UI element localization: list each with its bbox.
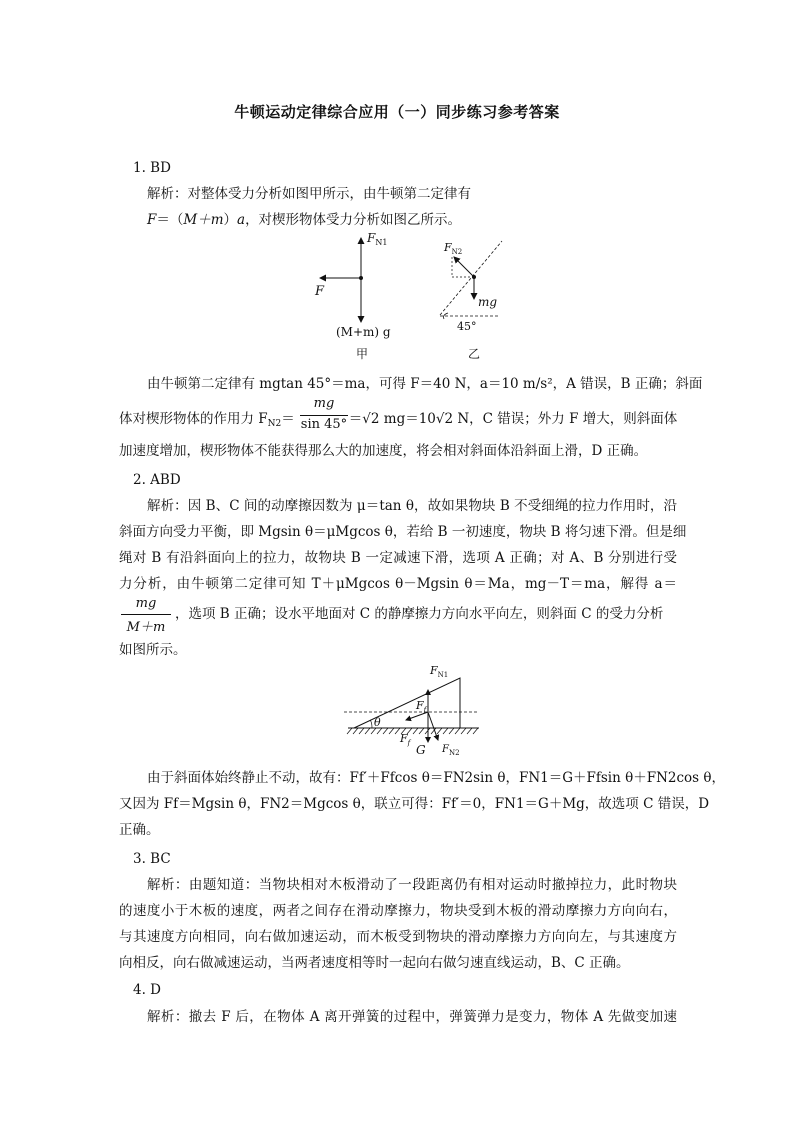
q2-line-6: 如图所示。: [119, 642, 187, 658]
q2-line-8: 又因为 Ff＝Mgsin θ，FN2＝Mgcos θ，联立可得：Ff′＝0，FN1＝G＋Mg，故选项 C 错误，D: [119, 796, 710, 812]
figure-incline: [344, 660, 484, 760]
incline-g-label: G: [416, 743, 426, 757]
q2-frac-bar: [121, 614, 171, 615]
q1-line-2-f: ，对楔形物体受力分析如图乙所示。: [245, 212, 462, 228]
q1-line-4-b: ＝: [281, 411, 295, 427]
f-label: F: [315, 284, 325, 299]
incline-triangle: [354, 678, 460, 728]
q2-line-1: 解析：因 B、C 间的动摩擦因数为 μ＝tan θ，故如果物块 B 不受细绳的拉力作用时，沿: [147, 498, 677, 514]
mg-label: mg: [478, 295, 498, 309]
q1-line-2-a: F: [147, 212, 157, 228]
q1-frac-bar: [300, 415, 348, 416]
q2-line-4: 力分析，由牛顿第二定律可知 T＋μMgcos θ－Mgsin θ＝Ma，mg－T＝ma，解得 a＝: [119, 576, 677, 592]
q1-line-2-d: ）: [223, 212, 237, 228]
fn1-label: $F_{N1}$: [367, 231, 388, 247]
q1-line-2-e: a: [237, 212, 246, 228]
incline-fn1-label: $F_{N1}$: [430, 664, 449, 679]
q2-line-3: 绳对 B 有沿斜面向上的拉力，故物块 B 一定减速下滑，选项 A 正确；对 A、B 分别进行受: [119, 550, 677, 566]
q1-line-4: [119, 410, 677, 433]
gravity-label: (M+m) g: [336, 325, 391, 339]
q1-line-4-c: ＝√2 mg＝10√2 N，C 错误；外力 F 增大，则斜面体: [348, 411, 678, 427]
angle-label: 45°: [457, 320, 477, 333]
figure-jia: [300, 228, 410, 368]
page-title: 牛顿运动定律综合应用（一）同步练习参考答案: [234, 103, 560, 121]
q2-line-5: ，选项 B 正确；设水平地面对 C 的静摩擦力方向水平向左，则斜面 C 的受力分析: [175, 606, 664, 622]
q2-frac-numerator: mg: [135, 596, 157, 611]
fn2-label: $F_{N2}$: [444, 241, 463, 256]
q3-line-4: 向相反，向右做减速运动，当两者速度相等时一起向右做匀速直线运动，B、C 正确。: [119, 955, 630, 971]
q1-line-2-b: ＝（: [156, 212, 184, 228]
q1-line-1: 解析：对整体受力分析如图甲所示，由牛顿第二定律有: [147, 186, 471, 202]
q1-frac-numerator: mg: [313, 396, 335, 411]
q3-line-1: 解析：由题知道：当物块相对木板滑动了一段距离仍有相对运动时撤掉拉力，此时物块: [147, 877, 677, 893]
q3-line-3: 与其速度方向相同，向右做加速运动，而木板受到物块的滑动摩擦力方向向左，与其速度方: [119, 929, 677, 945]
q1-line-2-c: M＋m: [183, 212, 224, 228]
q1-frac-denominator: sin 45°: [300, 417, 348, 432]
q4-number: 4. D: [133, 982, 161, 998]
fn2-arrow: [428, 712, 438, 740]
q1-line-3: 由牛顿第二定律有 mgtan 45°＝ma，可得 F＝40 N，a＝10 m/s²，A 错误，B 正确；斜面: [147, 376, 703, 392]
q2-frac-denominator: M＋m: [126, 620, 166, 635]
q3-line-2: 的速度小于木板的速度，两者之间存在滑动摩擦力，物块受到木板的滑动摩擦力方向向右，: [119, 903, 677, 919]
q2-line-2: 斜面方向受力平衡，即 Mgsin θ＝μMgcos θ，若给 B 一初速度，物块 B 将匀速下滑。但是细: [119, 524, 687, 540]
q2-line-9: 正确。: [119, 822, 160, 838]
figure-yi-caption: 乙: [468, 347, 481, 361]
q1-line-4-sub: N2: [267, 419, 282, 429]
figure-jia-caption: 甲: [356, 347, 369, 361]
incline-ff2-label: $F_f$: [400, 732, 411, 747]
q1-line-4-a: 体对楔形物体的作用力 F: [119, 411, 268, 427]
fn2-arrow: [454, 257, 474, 277]
incline-fn2-label: $F_{N2}$: [442, 744, 460, 757]
q3-number: 3. BC: [133, 851, 171, 867]
q2-line-7: 由于斜面体始终静止不动，故有：Ff′＋Ffcos θ＝FN2sin θ，FN1＝G＋Ffsin θ＋FN2cos θ，: [147, 770, 726, 786]
q1-number: 1. BD: [133, 160, 171, 176]
figure-yi: [428, 233, 518, 368]
incline-ff-label: $F_f$: [416, 699, 427, 714]
q1-line-5: 加速度增加，楔形物体不能获得那么大的加速度，将会相对斜面体沿斜面上滑，D 正确。: [119, 443, 648, 459]
q1-line-2: [147, 211, 461, 229]
incline-theta-label: θ: [374, 716, 381, 729]
q2-number: 2. ABD: [133, 472, 181, 488]
q4-line-1: 解析：撤去 F 后，在物体 A 离开弹簧的过程中，弹簧弹力是变力，物体 A 先做变加速: [147, 1009, 677, 1025]
